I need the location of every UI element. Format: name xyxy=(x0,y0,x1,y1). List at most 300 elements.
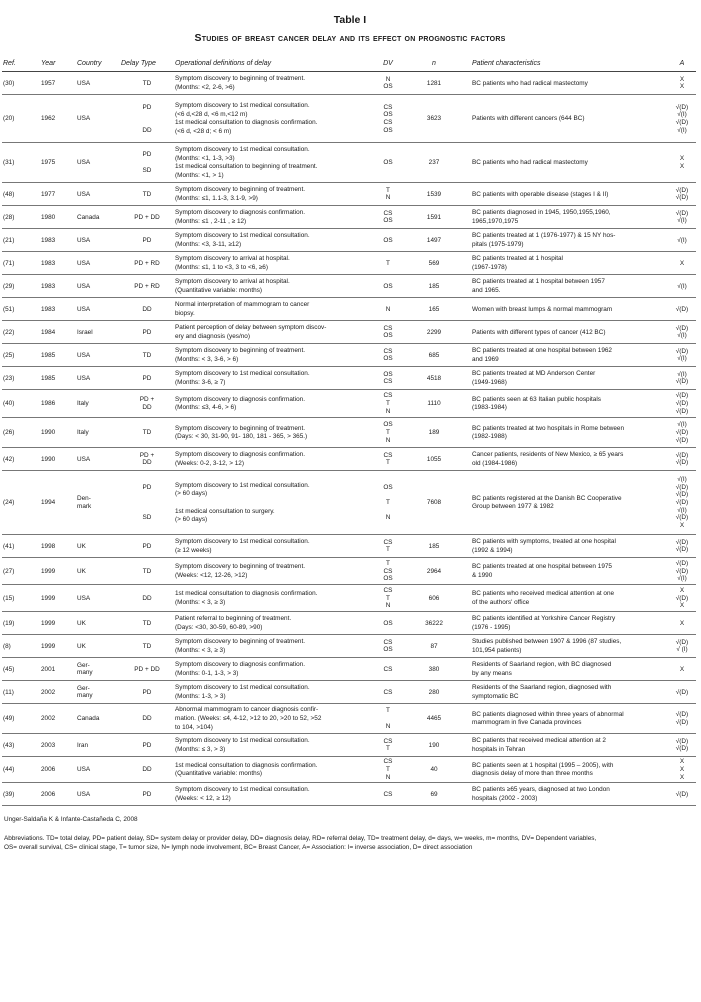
cell-dv xyxy=(379,367,397,390)
cell-dv xyxy=(379,298,397,321)
cell-year xyxy=(40,367,76,390)
cell-year xyxy=(40,558,76,585)
cell-dv-line: N xyxy=(385,722,391,730)
cell-dv-line: OS xyxy=(383,370,393,378)
cell-association-line: √(D) xyxy=(675,407,689,415)
cell-association-line: √(I) xyxy=(677,126,687,134)
cell-ref xyxy=(2,448,40,471)
cell-definition xyxy=(174,558,379,585)
cell-definition-line: Symptom discovery to 1st medical consultation. xyxy=(175,146,310,154)
cell-dv-line: OS xyxy=(383,282,393,290)
cell-year xyxy=(40,344,76,367)
cell-year xyxy=(40,143,76,183)
cell-delay-type xyxy=(120,535,174,558)
cell-patients xyxy=(471,390,668,418)
cell-association xyxy=(668,275,696,298)
cell-definition-line: 1st medical consultation to diagnosis confirmation. xyxy=(175,590,318,598)
cell-dv-line: OS xyxy=(383,83,393,91)
cell-association-line: √(D) xyxy=(675,378,689,386)
cell-ref-line: (23) xyxy=(3,374,15,382)
cell-association xyxy=(668,681,696,704)
cell-definition-line: Symptom discovery to beginning of treatment. xyxy=(175,563,306,571)
cell-delay-type-line: DD xyxy=(142,715,152,723)
source-citation: Unger-Saldaña K & Infante-Castañeda C, 2008 xyxy=(4,816,138,824)
cell-year-line: 1983 xyxy=(41,236,56,244)
cell-patients-line: Group between 1977 & 1982 xyxy=(472,503,554,511)
cell-n-line: 569 xyxy=(428,259,440,267)
cell-definition-line: ery and diagnosis (yes/no) xyxy=(175,332,250,340)
cell-definition-line: (Months: <1, 1-3, >3) xyxy=(175,154,235,162)
cell-year-line: 2006 xyxy=(41,766,56,774)
cell-dv xyxy=(379,734,397,757)
cell-country xyxy=(76,206,120,229)
cell-dv xyxy=(379,612,397,635)
cell-association-line: X xyxy=(679,758,685,766)
cell-association-line: √(D) xyxy=(675,305,689,313)
cell-definition-line: mation. (Weeks: ≤4, 4-12, >12 to 20, >20 to 52, >52 xyxy=(175,715,322,723)
cell-delay-type-line: PD xyxy=(142,741,152,749)
cell-definition xyxy=(174,734,379,757)
cell-n xyxy=(397,275,471,298)
cell-delay-type-line xyxy=(121,491,173,499)
cell-n-line: 606 xyxy=(428,594,440,602)
cell-year xyxy=(40,471,76,535)
cell-country-line: USA xyxy=(77,766,91,774)
cell-n-line: 165 xyxy=(428,305,440,313)
cell-country xyxy=(76,143,120,183)
cell-dv-line: T xyxy=(386,459,390,467)
table-title: Studies of breast cancer delay and its effect on prognostic factors xyxy=(194,32,506,44)
cell-ref-line: (42) xyxy=(3,455,15,463)
cell-definition xyxy=(174,183,379,206)
cell-n xyxy=(397,783,471,806)
cell-association-line: X xyxy=(679,773,685,781)
cell-year xyxy=(40,658,76,681)
cell-ref xyxy=(2,612,40,635)
cell-definition-line: Symptom discovery to 1st medical consultation. xyxy=(175,737,310,745)
cell-country-line: USA xyxy=(77,282,91,290)
cell-dv xyxy=(379,275,397,298)
cell-delay-type-line: PD xyxy=(142,328,152,336)
cell-definition-line: biopsy. xyxy=(175,309,195,317)
cell-definition-line: (≥ 12 weeks) xyxy=(175,546,212,554)
cell-ref-line: (21) xyxy=(3,236,15,244)
cell-association-line: X xyxy=(679,522,685,530)
cell-dv-line: CS xyxy=(383,118,393,126)
cell-country xyxy=(76,734,120,757)
cell-n xyxy=(397,757,471,783)
cell-country xyxy=(76,558,120,585)
cell-delay-type xyxy=(120,367,174,390)
cell-definition xyxy=(174,344,379,367)
cell-definition xyxy=(174,321,379,344)
cell-ref-line: (45) xyxy=(3,665,15,673)
cell-dv-line: T xyxy=(386,707,390,715)
cell-dv-line: CS xyxy=(383,209,393,217)
cell-country-line: USA xyxy=(77,159,91,167)
cell-dv xyxy=(379,757,397,783)
cell-association-line: √(D) xyxy=(675,514,689,522)
cell-n-line: 4465 xyxy=(426,715,442,723)
table-row xyxy=(2,206,696,229)
cell-association-line: X xyxy=(679,665,685,673)
cell-country xyxy=(76,298,120,321)
cell-delay-type xyxy=(120,585,174,612)
cell-patients xyxy=(471,448,668,471)
cell-dv xyxy=(379,635,397,658)
cell-dv xyxy=(379,95,397,143)
cell-definition-line: Symptom discovery to 1st medical consultation. xyxy=(175,538,310,546)
cell-definition-line: Symptom discovery to arrival at hospital. xyxy=(175,278,290,286)
cell-definition xyxy=(174,757,379,783)
cell-association-line: √(D) xyxy=(675,499,689,507)
cell-dv-line: CS xyxy=(383,538,393,546)
cell-patients-line: BC patients registered at the Danish BC Cooperative xyxy=(472,494,622,502)
cell-country xyxy=(76,344,120,367)
cell-n-line: 1110 xyxy=(427,400,441,408)
cell-delay-type-line: TD xyxy=(142,429,152,437)
cell-n xyxy=(397,448,471,471)
cell-country-line: Den- xyxy=(77,495,91,503)
cell-delay-type xyxy=(120,612,174,635)
cell-ref xyxy=(2,275,40,298)
cell-year-line: 1999 xyxy=(41,642,56,650)
cell-dv xyxy=(379,344,397,367)
cell-country-line: USA xyxy=(77,594,91,602)
cell-patients xyxy=(471,783,668,806)
cell-delay-type-line: PD xyxy=(142,103,152,111)
cell-country xyxy=(76,757,120,783)
cell-delay-type xyxy=(120,206,174,229)
cell-patients-line: (1992 & 1994) xyxy=(472,546,513,554)
cell-country xyxy=(76,229,120,252)
cell-definition xyxy=(174,471,379,535)
cell-country-line: Ger- xyxy=(77,661,90,669)
cell-definition xyxy=(174,252,379,275)
cell-ref-line: (49) xyxy=(3,715,15,723)
cell-dv-line: N xyxy=(385,75,391,83)
cell-patients-line: BC patients treated at MD Anderson Center xyxy=(472,370,596,378)
cell-association-line: √(D) xyxy=(675,194,689,202)
cell-association xyxy=(668,558,696,585)
cell-definition xyxy=(174,229,379,252)
table-body xyxy=(2,72,696,806)
cell-delay-type xyxy=(120,704,174,734)
table-row xyxy=(2,183,696,206)
cell-ref xyxy=(2,206,40,229)
cell-country xyxy=(76,612,120,635)
cell-n-line: 1539 xyxy=(426,190,442,198)
cell-definition-line: Symptom discovery to diagnosis confirmation. xyxy=(175,661,305,669)
cell-definition-line: (Quantitative variable: months) xyxy=(175,770,263,778)
cell-delay-type-line xyxy=(121,119,173,127)
cell-year-line: 2006 xyxy=(41,790,56,798)
cell-dv-line: OS xyxy=(383,332,393,340)
cell-definition-line: (Months: 3-6, ≥ 7) xyxy=(175,378,226,386)
cell-definition-line: 1st medical consultation to surgery. xyxy=(175,507,275,515)
cell-patients-line: BC patients treated at one hospital between 1975 xyxy=(472,563,612,571)
cell-association-line: √(D) xyxy=(675,118,689,126)
cell-dv-line: CS xyxy=(383,451,393,459)
cell-country-line: USA xyxy=(77,455,91,463)
cell-delay-type-line: TD xyxy=(142,567,152,575)
cell-year xyxy=(40,183,76,206)
cell-ref xyxy=(2,252,40,275)
table-row xyxy=(2,471,696,535)
cell-association-line: √(D) xyxy=(675,429,689,437)
cell-dv-line: T xyxy=(386,429,390,437)
cell-patients-line: (1967-1978) xyxy=(472,263,507,271)
cell-n xyxy=(397,367,471,390)
cell-definition-line: (<6 d,<28 d, <6 m,<12 m) xyxy=(175,110,248,118)
cell-year xyxy=(40,229,76,252)
cell-delay-type-line: PD xyxy=(142,374,152,382)
cell-dv-line: OS xyxy=(383,236,393,244)
cell-patients-line: (1983-1984) xyxy=(472,404,507,412)
cell-dv-line: CS xyxy=(383,378,393,386)
cell-delay-type-line: SD xyxy=(142,514,152,522)
cell-association xyxy=(668,448,696,471)
cell-patients xyxy=(471,471,668,535)
cell-ref-line: (51) xyxy=(3,305,15,313)
cell-patients-line: mammogram in five Canada provinces xyxy=(472,719,582,727)
cell-patients xyxy=(471,535,668,558)
header-association: A xyxy=(668,58,696,72)
cell-year-line: 1999 xyxy=(41,619,56,627)
cell-definition xyxy=(174,681,379,704)
cell-delay-type-line: PD + xyxy=(139,451,155,459)
cell-delay-type-line: PD + DD xyxy=(134,213,160,221)
cell-association-line: √(D) xyxy=(675,711,689,719)
cell-patients-line: BC patients treated at 1 hospital xyxy=(472,255,563,263)
cell-definition-line: Symptom discovery to 1st medical consultation. xyxy=(175,102,310,110)
cell-patients-line: BC patients treated at two hospitals in Rome between xyxy=(472,424,625,432)
cell-country-line: USA xyxy=(77,374,91,382)
cell-dv-line: CS xyxy=(383,567,393,575)
cell-association-line: √(I) xyxy=(677,332,687,340)
cell-country-line: UK xyxy=(77,542,86,550)
cell-association-line: √(I) xyxy=(677,475,687,483)
cell-delay-type-line: TD xyxy=(142,619,152,627)
cell-definition-line: (Weeks: 0-2, 3-12, > 12) xyxy=(175,459,244,467)
cell-patients-line: (1976 - 1995) xyxy=(472,623,511,631)
cell-definition xyxy=(174,206,379,229)
table-row xyxy=(2,344,696,367)
cell-definition xyxy=(174,635,379,658)
cell-dv xyxy=(379,658,397,681)
cell-year-line: 2002 xyxy=(41,715,56,723)
table-row xyxy=(2,418,696,448)
cell-dv-line: N xyxy=(385,773,391,781)
cell-ref xyxy=(2,367,40,390)
cell-country xyxy=(76,390,120,418)
cell-ref-line: (24) xyxy=(3,499,15,507)
cell-year-line: 1986 xyxy=(41,400,56,408)
cell-definition xyxy=(174,585,379,612)
cell-dv-line: OS xyxy=(383,355,393,363)
cell-ref xyxy=(2,183,40,206)
cell-definition-line: 1st medical consultation to diagnosis confirmation. xyxy=(175,119,318,127)
table-row xyxy=(2,298,696,321)
cell-year-line: 2002 xyxy=(41,688,56,696)
cell-definition xyxy=(174,612,379,635)
cell-dv xyxy=(379,143,397,183)
cell-country-line: Italy xyxy=(77,400,89,408)
cell-delay-type-line: PD + RD xyxy=(134,282,160,290)
cell-definition xyxy=(174,783,379,806)
cell-definition-line: Normal interpretation of mammogram to cancer xyxy=(175,301,310,309)
table-row xyxy=(2,321,696,344)
cell-country-line: many xyxy=(77,669,93,677)
table-row xyxy=(2,681,696,704)
cell-delay-type-line: TD xyxy=(142,642,152,650)
cell-n-line: 69 xyxy=(430,790,438,798)
cell-association-line: √(I) xyxy=(677,506,687,514)
cell-delay-type-line xyxy=(121,499,173,507)
cell-n-line: 190 xyxy=(428,741,440,749)
cell-association xyxy=(668,418,696,448)
cell-ref xyxy=(2,471,40,535)
cell-delay-type xyxy=(120,418,174,448)
cell-patients xyxy=(471,72,668,95)
cell-delay-type-line: TD xyxy=(142,190,152,198)
cell-patients-line: BC patients diagnosed in 1945, 1950,1955,1960, xyxy=(472,209,611,217)
cell-ref xyxy=(2,72,40,95)
cell-patients-line: of the authors' office xyxy=(472,598,530,606)
cell-n-line: 189 xyxy=(428,429,440,437)
cell-country-line: Canada xyxy=(77,715,100,723)
cell-n xyxy=(397,418,471,448)
cell-n xyxy=(397,558,471,585)
cell-ref-line: (27) xyxy=(3,567,15,575)
cell-n-line: 2964 xyxy=(426,567,442,575)
cell-year xyxy=(40,321,76,344)
cell-delay-type-line: TD xyxy=(142,351,152,359)
table-row xyxy=(2,585,696,612)
table-row xyxy=(2,143,696,183)
cell-patients xyxy=(471,206,668,229)
cell-dv-line xyxy=(380,507,396,515)
cell-definition-line: (Months: ≤1, 1.1-3, 3.1-9, >9) xyxy=(175,194,258,202)
cell-definition-line xyxy=(175,499,378,508)
cell-definition-line: Symptom discovery to beginning of treatment. xyxy=(175,347,306,355)
cell-association-line: √(I) xyxy=(677,355,687,363)
cell-definition-line: (Months: 0-1, 1-3, > 3) xyxy=(175,669,239,677)
table-row xyxy=(2,275,696,298)
cell-definition-line: Abnormal mammogram to cancer diagnosis confir- xyxy=(175,706,319,714)
cell-delay-type xyxy=(120,95,174,143)
cell-n xyxy=(397,183,471,206)
cell-country-line: UK xyxy=(77,567,86,575)
cell-country xyxy=(76,95,120,143)
cell-n xyxy=(397,471,471,535)
cell-year xyxy=(40,206,76,229)
cell-dv-line: OS xyxy=(383,619,393,627)
cell-association-line: √(D) xyxy=(675,491,689,499)
cell-patients xyxy=(471,734,668,757)
cell-dv-line: CS xyxy=(383,758,393,766)
cell-association-line: √(D) xyxy=(675,400,689,408)
cell-definition-line: (Months: ≤ 3, > 3) xyxy=(175,745,226,753)
cell-definition-line: 1st medical consultation to diagnosis confirmation. xyxy=(175,761,318,769)
cell-association-line: X xyxy=(679,259,685,267)
cell-n xyxy=(397,95,471,143)
cell-ref xyxy=(2,390,40,418)
cell-n xyxy=(397,143,471,183)
cell-dv-line xyxy=(380,715,396,723)
cell-patients-line: BC patients with symptoms, treated at one hospital xyxy=(472,538,616,546)
cell-year xyxy=(40,298,76,321)
cell-definition-line: Symptom discovery to 1st medical consultation. xyxy=(175,481,310,489)
cell-delay-type xyxy=(120,344,174,367)
cell-definition xyxy=(174,298,379,321)
table-row xyxy=(2,734,696,757)
cell-association-line: X xyxy=(679,586,685,594)
cell-delay-type xyxy=(120,229,174,252)
footer xyxy=(2,816,698,852)
cell-ref xyxy=(2,585,40,612)
cell-delay-type-line: PD + RD xyxy=(134,259,160,267)
cell-n xyxy=(397,658,471,681)
cell-association xyxy=(668,344,696,367)
cell-dv-line: T xyxy=(386,400,390,408)
cell-association-line: X xyxy=(679,766,685,774)
cell-year-line: 1980 xyxy=(41,213,56,221)
cell-n xyxy=(397,298,471,321)
cell-ref-line: (31) xyxy=(3,159,15,167)
cell-patients-line: BC patients who had radical mastectomy xyxy=(472,159,588,167)
cell-definition xyxy=(174,275,379,298)
cell-ref-line: (41) xyxy=(3,542,15,550)
cell-patients-line: (1949-1968) xyxy=(472,378,507,386)
header-n: n xyxy=(397,58,471,72)
cell-dv-line: N xyxy=(385,514,391,522)
cell-n-line: 7608 xyxy=(426,499,442,507)
cell-year xyxy=(40,448,76,471)
cell-delay-type xyxy=(120,757,174,783)
cell-ref xyxy=(2,535,40,558)
cell-patients xyxy=(471,298,668,321)
cell-dv xyxy=(379,229,397,252)
cell-patients xyxy=(471,344,668,367)
cell-ref-line: (22) xyxy=(3,328,15,336)
cell-definition-line: (Weeks: < 12, ≥ 12) xyxy=(175,794,231,802)
cell-patients xyxy=(471,704,668,734)
cell-year-line: 1962 xyxy=(41,115,56,123)
cell-patients-line: BC patients seen at 63 Italian public hospitals xyxy=(472,395,601,403)
cell-year xyxy=(40,72,76,95)
cell-dv xyxy=(379,206,397,229)
header-delay-type: Delay Type xyxy=(120,58,174,72)
cell-delay-type-line: PD + DD xyxy=(134,665,160,673)
cell-association-line: √(D) xyxy=(675,483,689,491)
cell-dv-line: T xyxy=(386,259,390,267)
cell-country-line: USA xyxy=(77,79,91,87)
cell-country xyxy=(76,252,120,275)
cell-definition-line: Symptom discovery to diagnosis confirmation. xyxy=(175,209,305,217)
cell-year-line: 1975 xyxy=(41,159,56,167)
cell-country xyxy=(76,635,120,658)
table-row xyxy=(2,658,696,681)
cell-patients-line: Residents of the Saarland region, diagnosed with xyxy=(472,684,612,692)
cell-patients-line: by any means xyxy=(472,669,512,677)
cell-dv-line: T xyxy=(386,499,390,507)
cell-association xyxy=(668,471,696,535)
cell-ref xyxy=(2,635,40,658)
cell-ref xyxy=(2,418,40,448)
cell-country xyxy=(76,704,120,734)
cell-dv-line xyxy=(380,491,396,499)
